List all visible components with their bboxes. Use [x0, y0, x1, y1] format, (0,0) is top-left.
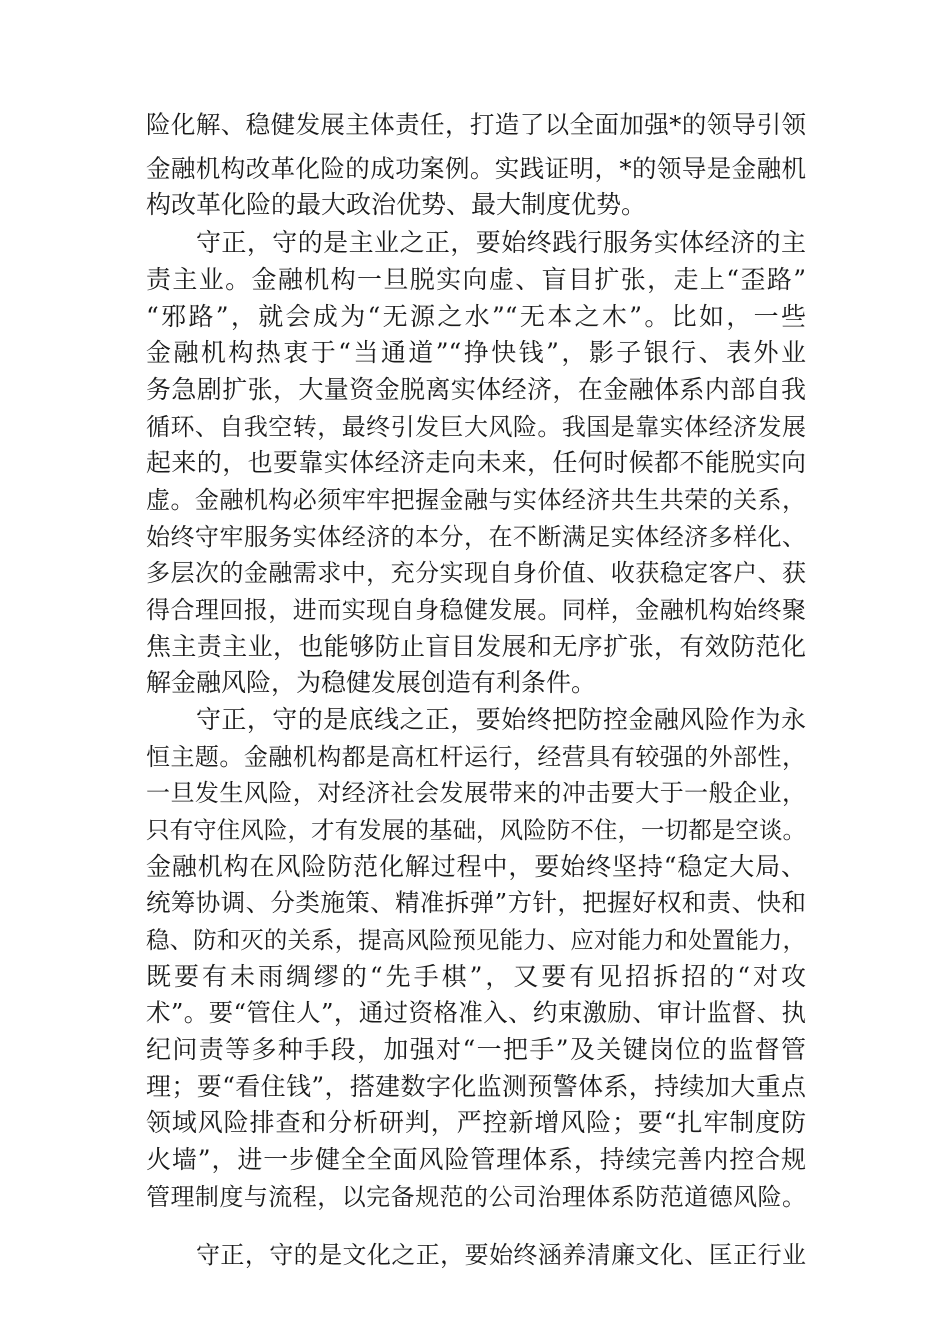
- paragraph-start-line: 守正，守的是文化之正，要始终涵养清廉文化、匡正行业: [196, 1241, 806, 1269]
- text-line: 解金融风险，为稳健发展创造有利条件。: [146, 668, 597, 697]
- text-line: 务急剧扩张，大量资金脱离实体经济，在金融体系内部自我: [146, 375, 806, 404]
- text-line: 既要有未雨绸缪的“先手棋”，又要有见招拆招的“对攻: [146, 962, 806, 991]
- text-line: 恒主题。金融机构都是高杠杆运行，经营具有较强的外部性，: [146, 743, 806, 771]
- text-line: 一旦发生风险，对经济社会发展带来的冲击要大于一般企业，: [146, 779, 806, 807]
- text-line: 金融机构改革化险的成功案例。实践证明，*的领导是金融机: [146, 154, 806, 183]
- text-line: 金融机构在风险防范化解过程中，要始终坚持“稳定大局、: [146, 852, 806, 881]
- paragraph-start-line: 守正，守的是底线之正，要始终把防控金融风险作为永: [196, 705, 806, 734]
- text-line: 焦主责主业，也能够防止盲目发展和无序扩张，有效防范化: [146, 632, 806, 661]
- text-line: 只有守住风险，才有发展的基础，风险防不住，一切都是空谈。: [146, 816, 806, 844]
- text-line: 管理制度与流程，以完备规范的公司治理体系防范道德风险。: [146, 1183, 806, 1211]
- text-line: “邪路”，就会成为“无源之水”“无本之木”。比如，一些: [146, 302, 806, 331]
- text-line: 术”。要“管住人”，通过资格准入、约束激励、审计监督、执: [146, 998, 806, 1027]
- text-line: 火墙”，进一步健全全面风险管理体系，持续完善内控合规: [146, 1145, 806, 1174]
- text-line: 虚。金融机构必须牢牢把握金融与实体经济共生共荣的关系，: [146, 486, 806, 514]
- text-line: 纪问责等多种手段，加强对“一把手”及关键岗位的监督管: [146, 1035, 806, 1064]
- text-line: 起来的，也要靠实体经济走向未来，任何时候都不能脱实向: [146, 448, 806, 477]
- paragraph-start-line: 守正，守的是主业之正，要始终践行服务实体经济的主: [196, 228, 806, 257]
- text-line: 金融机构热衷于“当通道”“挣快钱”，影子银行、表外业: [146, 338, 806, 367]
- text-line: 始终守牢服务实体经济的本分，在不断满足实体经济多样化、: [146, 523, 806, 551]
- text-line: 得合理回报，进而实现自身稳健发展。同样，金融机构始终聚: [146, 596, 806, 624]
- text-line: 构改革化险的最大政治优势、最大制度优势。: [146, 190, 647, 219]
- text-line: 稳、防和灭的关系，提高风险预见能力、应对能力和处置能力，: [146, 926, 806, 954]
- text-line: 循环、自我空转，最终引发巨大风险。我国是靠实体经济发展: [146, 413, 806, 441]
- text-line: 多层次的金融需求中，充分实现自身价值、收获稳定客户、获: [146, 559, 806, 587]
- text-line: 统筹协调、分类施策、精准拆弹”方针，把握好权和责、快和: [146, 888, 806, 917]
- text-line: 理；要“看住钱”，搭建数字化监测预警体系，持续加大重点: [146, 1072, 806, 1101]
- document-page: [146, 0, 806, 1344]
- text-line: 险化解、稳健发展主体责任，打造了以全面加强*的领导引领: [146, 110, 806, 139]
- text-line: 责主业。金融机构一旦脱实向虚、盲目扩张，走上“歪路”: [146, 265, 806, 294]
- text-line: 领域风险排查和分析研判，严控新增风险；要“扎牢制度防: [146, 1108, 806, 1137]
